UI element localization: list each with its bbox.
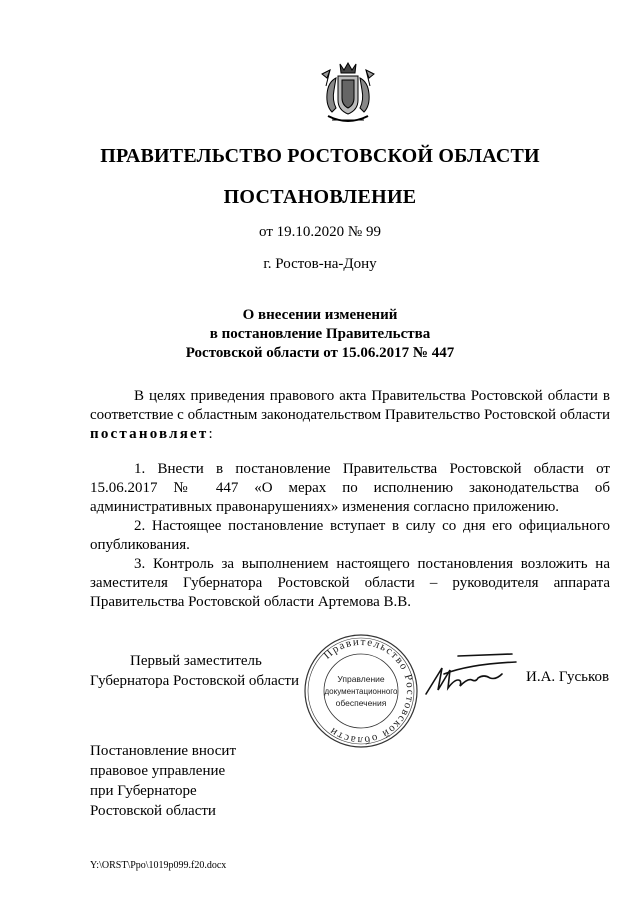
subject-line: Ростовской области от 15.06.2017 № 447: [185, 345, 455, 361]
seal-inner-line: документационного: [324, 687, 398, 696]
subject-line: в постановление Правительства: [209, 326, 431, 342]
notice-line: Постановление вносит: [90, 743, 237, 759]
coat-of-arms-emblem: [318, 60, 378, 128]
subject-line: О внесении изменений: [242, 307, 398, 323]
signatory-title: [90, 651, 299, 691]
organization-title: ПРАВИТЕЛЬСТВО РОСТОВСКОЙ ОБЛАСТИ: [100, 145, 540, 167]
notice-line: при Губернаторе: [90, 783, 197, 799]
item-1-text: 1. Внести в постановление Правительства Ростовской области от 15.06.2017 № 447 «О мерах по исполнению законодательства об административных правонарушениях» изменения согласно приложению.: [90, 461, 610, 515]
seal-inner-line: обеспечения: [335, 698, 387, 708]
signatory-title-line: Губернатора Ростовской области: [90, 673, 300, 689]
handwritten-signature: [420, 650, 520, 700]
preamble-text: В целях приведения правового акта Правительства Ростовской области в соответствие с областным законодательством Правительство Ростовской области: [90, 388, 610, 423]
signatory-title-line: Первый заместитель: [130, 653, 262, 669]
official-seal: [302, 632, 420, 750]
submission-notice: [90, 741, 236, 821]
decree-colon: :: [208, 426, 213, 442]
notice-line: Ростовской области: [90, 803, 216, 819]
document-city: г. Ростов-на-Дону: [263, 256, 377, 272]
item-2-text: 2. Настоящее постановление вступает в силу со дня его официального опубликования.: [90, 518, 610, 553]
signatory-name: И.А. Гуськов: [526, 669, 610, 685]
notice-line: правовое управление: [90, 763, 226, 779]
seal-ring-text: Правительство Ростовской области: [321, 635, 417, 747]
document-date-number: от 19.10.2020 № 99: [259, 224, 381, 240]
file-path-footer: Y:\ORST\Ppo\1019p099.f20.docx: [90, 860, 227, 871]
item-2-paragraph: [90, 517, 610, 555]
item-3-text: 3. Контроль за выполнением настоящего постановления возложить на заместителя Губернатора Ростовской области – руководителя аппарата Правительства Ростовской области Артемова В.В.: [90, 556, 610, 610]
preamble-paragraph: [90, 387, 610, 444]
item-3-paragraph: [90, 555, 610, 612]
item-1-paragraph: [90, 460, 610, 517]
document-subject: [0, 306, 640, 363]
decree-word: постановляет: [90, 426, 209, 442]
seal-inner-line: Управление: [337, 674, 385, 684]
document-type: ПОСТАНОВЛЕНИЕ: [223, 186, 417, 208]
